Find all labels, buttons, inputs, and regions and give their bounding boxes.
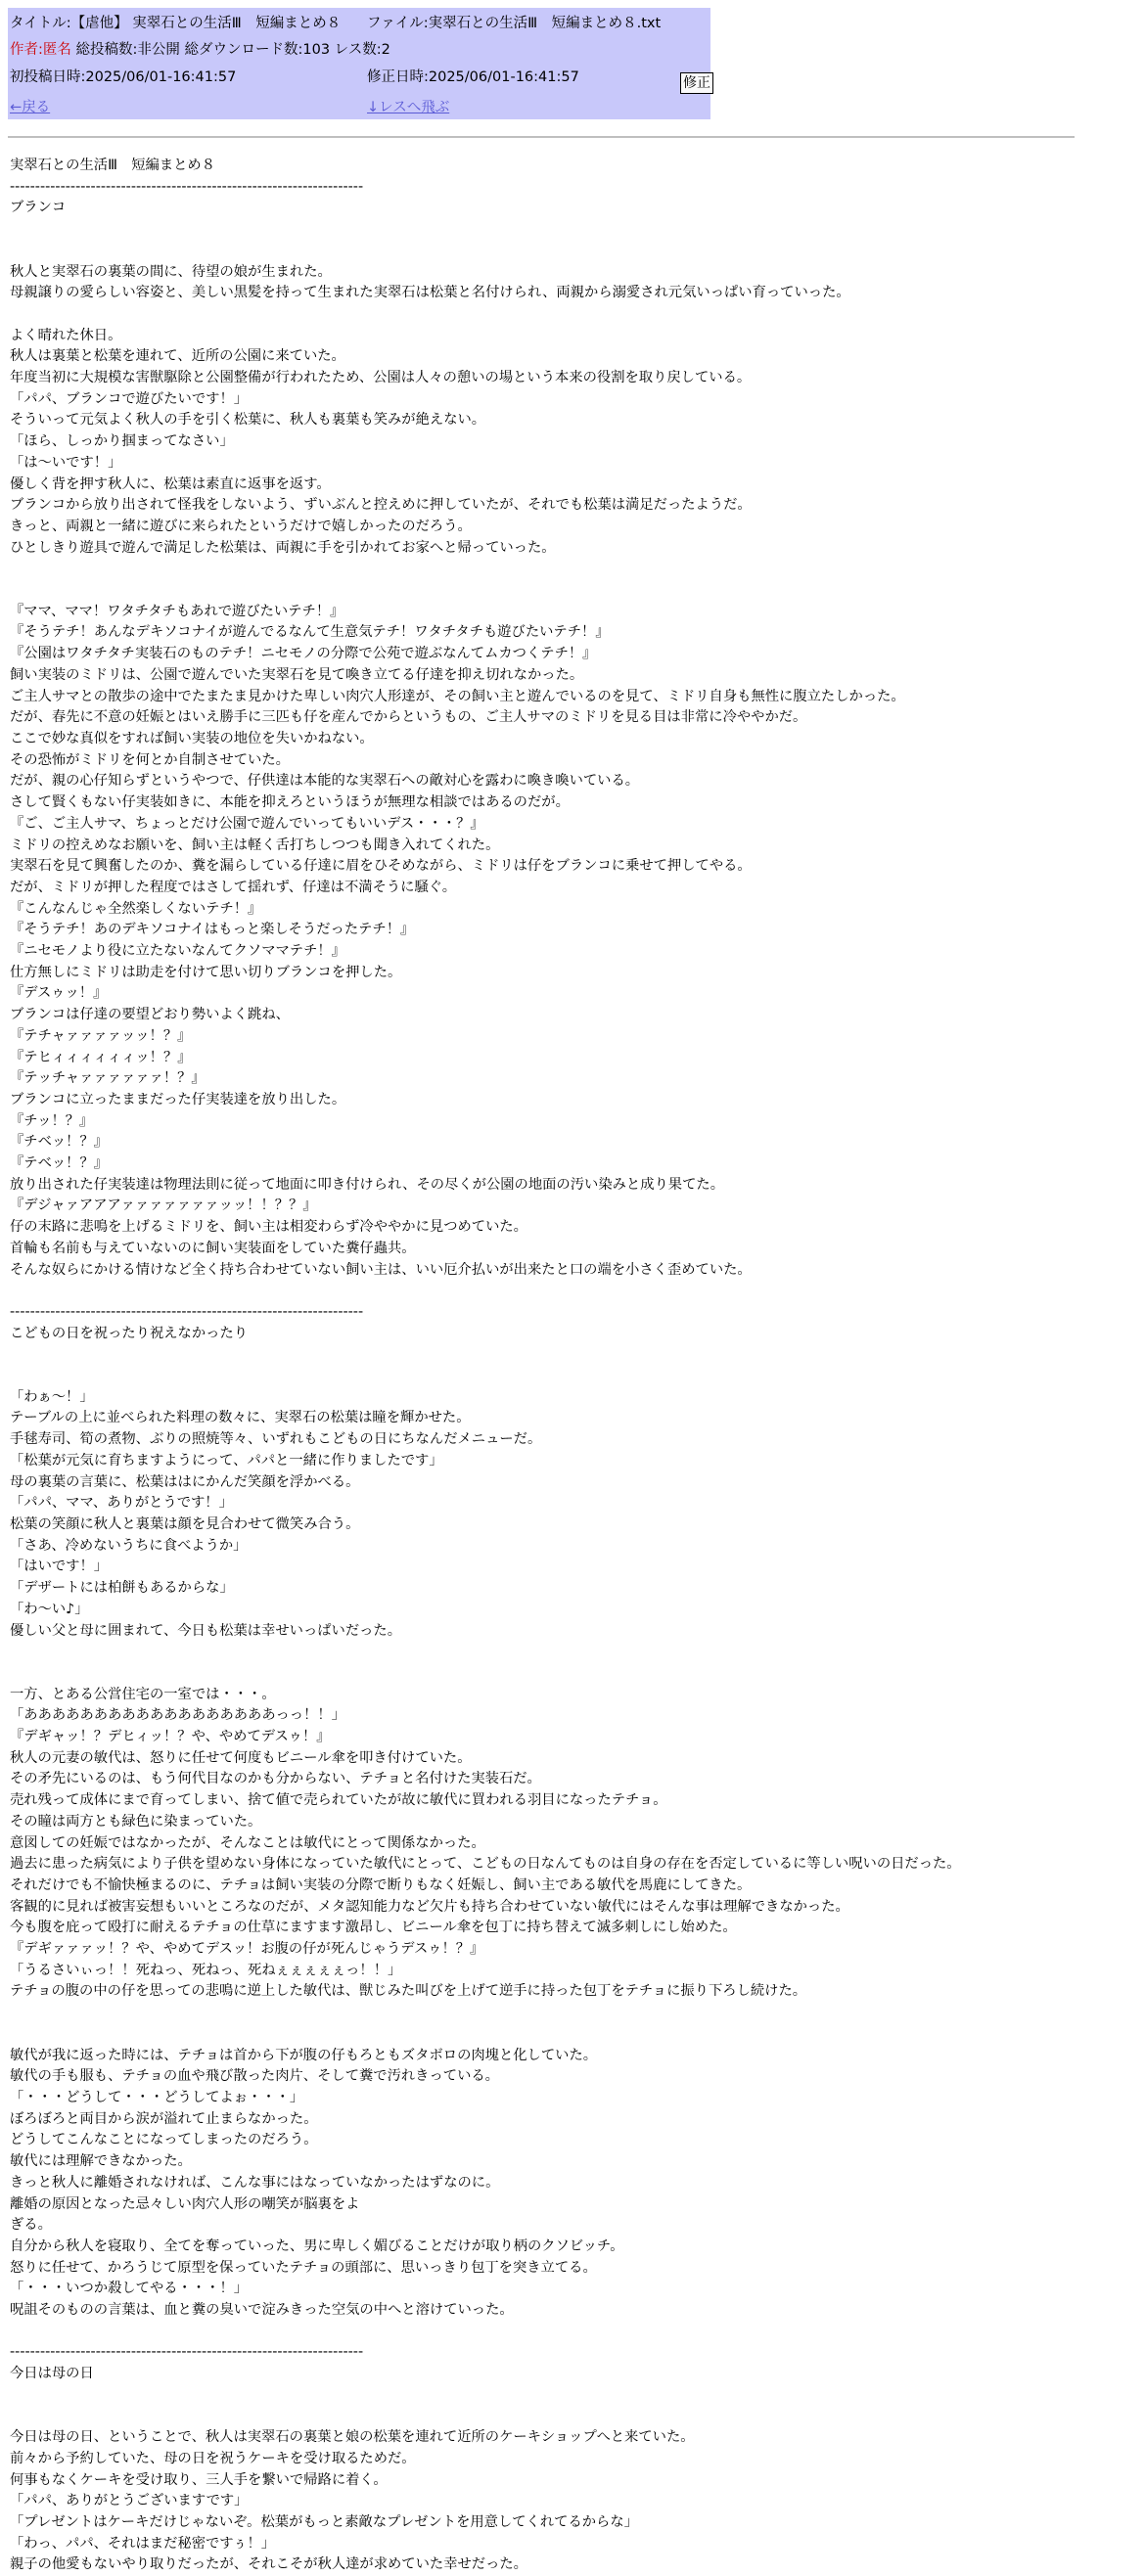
author-line: [10, 41, 390, 59]
story-text: 実翠石との生活Ⅲ 短編まとめ８ ---------------------------------------------------------------------- ブランコ 秋人と実翠石の裏葉の間に、待望の娘が生まれた。 母親譲りの愛らしい容姿と、美しい黒髪を持って生まれた実翠石は松葉と名付けられ、両親から溺愛され元気いっぱい育っていった。 よく晴れた休日。 秋人は裏葉と松葉を連れて、近所の公園に来ていた。 年度当初に大規模な害獣駆除と公園整備が行われたため、公園は人々の憩いの場という本来の役割を取り戻している。 「パパ、ブランコで遊びたいです！」 そういって元気よく秋人の手を引く松葉に、秋人も裏葉も笑みが絶えない。 「ほら、しっかり掴まってなさい」 「は～いです！」 優しく背を押す秋人に、松葉は素直に返事を返す。 ブランコから放り出されて怪我をしないよう、ずいぶんと控えめに押していたが、それでも松葉は満足だったようだ。 きっと、両親と一緒に遊びに来られたというだけで嬉しかったのだろう。 ひとしきり遊具で遊んで満足した松葉は、両親に手を引かれてお家へと帰っていった。 『ママ、ママ！ワタチタチもあれで遊びたいテチ！』 『そうテチ！あんなデキソコナイが遊んでるなんて生意気テチ！ワタチタチも遊びたいテチ！』 『公園はワタチタチ実装石のものテチ！ニセモノの分際で公苑で遊ぶなんてムカつくテチ！』 飼い実装のミドリは、公園で遊んでいた実翠石を見て喚き立てる仔達を抑え切れなかった。 ご主人サマとの散歩の途中でたまたま見かけた卑しい肉穴人形達が、その飼い主と遊んでいるのを見て、ミドリ自身も無性に腹立たしかった。 だが、春先に不意の妊娠とはいえ勝手に三匹も仔を産んでからというもの、ご主人サマのミドリを見る目は非常に冷ややかだ。 ここで妙な真似をすれば飼い実装の地位を失いかねない。 その恐怖がミドリを何とか自制させていた。 だが、親の心仔知らずというやつで、仔供達は本能的な実翠石への敵対心を露わに喚き喚いている。 さして賢くもない仔実装如きに、本能を抑えろというほうが無理な相談ではあるのだが。 『ご、ご主人サマ、ちょっとだけ公園で遊んでいってもいいデス・・・？』 ミドリの控えめなお願いを、飼い主は軽く舌打ちしつつも聞き入れてくれた。 実翠石を見て興奮したのか、糞を漏らしている仔達に眉をひそめながら、ミドリは仔をブランコに乗せて押してやる。 だが、ミドリが押した程度ではさして揺れず、仔達は不満そうに騒ぐ。 『こんなんじゃ全然楽しくないテチ！』 『そうテチ！あのデキソコナイはもっと楽しそうだったテチ！』 『ニセモノより役に立たないなんてクソママテチ！』 仕方無しにミドリは助走を付けて思い切りブランコを押した。 『デスゥッ！』 ブランコは仔達の要望どおり勢いよく跳ね、 『テチャァァァァッッ！？』 『テヒィィィィィィッ！？』 『テッチャァァァァァァ！？』 ブランコに立ったままだった仔実装達を放り出した。 『チッ！？』 『チベッ！？』 『テベッ！？』 放り出された仔実装達は物理法則に従って地面に叩き付けられ、その尽くが公園の地面の汚い染みと成り果てた。 『デジャァアアアァァァァァァァッッ！！？？』 仔の末路に悲鳴を上げるミドリを、飼い主は相変わらず冷ややかに見つめていた。 首輪も名前も与えていないのに飼い実装面をしていた糞仔蟲共。 そんな奴らにかける情けなど全く持ち合わせていない飼い主は、いい厄介払いが出来たと口の端を小さく歪めていた。 ---------------------------------------------------------------------- こどもの日を祝ったり祝えなかったり 「わぁ～！」 テーブルの上に並べられた料理の数々に、実翠石の松葉は瞳を輝かせた。 手毬寿司、筍の煮物、ぶりの照焼等々、いずれもこどもの日にちなんだメニューだ。 「松葉が元気に育ちますようにって、パパと一緒に作りましたです」 母の裏葉の言葉に、松葉ははにかんだ笑顔を浮かべる。 「パパ、ママ、ありがとうです！」 松葉の笑顔に秋人と裏葉は顔を見合わせて微笑み合う。 「さあ、冷めないうちに食べようか」 「はいです！」 「デザートには柏餅もあるからな」 「わ～い♪」 優しい父と母に囲まれて、今日も松葉は幸せいっぱいだった。 一方、とある公営住宅の一室では・・・。 「ああああああああああああああああああっっ！！」 『デギャッ！？デヒィッ！？や、やめてデスゥ！』 秋人の元妻の敏代は、怒りに任せて何度もビニール傘を叩き付けていた。 その矛先にいるのは、もう何代目なのかも分からない、テチョと名付けた実装石だ。 売れ残って成体にまで育ってしまい、捨て値で売られていたが故に敏代に買われる羽目になったテチョ。 その瞳は両方とも緑色に染まっていた。 意図しての妊娠ではなかったが、そんなことは敏代にとって関係なかった。 過去に患った病気により子供を望めない身体になっていた敏代にとって、こどもの日なんてものは自身の存在を否定しているに等しい呪いの日だった。 それだけでも不愉快極まるのに、テチョは飼い実装の分際で断りもなく妊娠し、飼い主である敏代を馬鹿にしてきた。 客観的に見れば被害妄想もいいところなのだが、メタ認知能力など欠片も持ち合わせていない敏代にはそんな事は理解できなかった。 今も腹を庇って殴打に耐えるテチョの仕草にますます激昂し、ビニール傘を包丁に持ち替えて滅多刺しにし始めた。 『デギァァァッ！？や、やめてデスッ！お腹の仔が死んじゃうデスゥ！？』 「うるさいぃっ！！死ねっ、死ねっ、死ねぇぇぇぇぇっ！！」 テチョの腹の中の仔を思っての悲鳴に逆上した敏代は、獣じみた叫びを上げて逆手に持った包丁をテチョに振り下ろし続けた。 敏代が我に返った時には、テチョは首から下が腹の仔もろともズタボロの肉塊と化していた。 敏代の手も服も、テチョの血や飛び散った肉片、そして糞で汚れきっている。 「・・・どうして・・・どうしてよぉ・・・」 ぼろぼろと両目から涙が溢れて止まらなかった。 どうしてこんなことになってしまったのだろう。 敏代には理解できなかった。 きっと秋人に離婚されなければ、こんな事にはなっていなかったはずなのに。 離婚の原因となった忌々しい肉穴人形の嘲笑が脳裏をよ ぎる。 自分から秋人を寝取り、全てを奪っていった、男に卑しく媚びることだけが取り柄のクソビッチ。 怒りに任せて、かろうじて原型を保っていたテチョの頭部に、思いっきり包丁を突き立てる。 「・・・いつか殺してやる・・・！」 呪詛そのものの言葉は、血と糞の臭いで淀みきった空気の中へと溶けていった。 ---------------------------------------------------------------------- 今日は母の日 今日は母の日、ということで、秋人は実翠石の裏葉と娘の松葉を連れて近所のケーキショップへと来ていた。 前々から予約していた、母の日を祝うケーキを受け取るためだ。 何事もなくケーキを受け取り、三人手を繋いで帰路に着く。 「パパ、ありがとうございますです」 「プレゼントはケーキだけじゃないぞ。松葉がもっと素敵なプレゼントを用意してくれてるからな」 「わっ、パパ、それはまだ秘密ですぅ！」 親子の他愛もないやり取りだったが、それこそが秋人達が求めていた幸せだった。: [10, 158, 961, 2573]
post-stats: 総投稿数:非公開 総ダウンロード数:103 レス数:2: [75, 42, 390, 58]
first-post-date: 初投稿日時:2025/06/01-16:41:57: [10, 69, 237, 85]
post-header: [8, 8, 710, 119]
back-link[interactable]: ←戻る: [10, 100, 51, 115]
author-name: 匿名: [42, 42, 71, 58]
file-label: ファイル:: [367, 16, 429, 31]
file-name: 実翠石との生活Ⅲ 短編まとめ８.txt: [428, 16, 662, 31]
header-divider: [8, 136, 1075, 138]
author-label: 作者:: [10, 42, 43, 58]
jump-to-res-link[interactable]: ↓レスへ飛ぶ: [367, 100, 450, 115]
title-label: タイトル:: [10, 16, 71, 31]
modified-date: 修正日時:2025/06/01-16:41:57: [367, 69, 579, 85]
edit-button[interactable]: 修正: [680, 72, 713, 94]
title-line: [10, 15, 341, 32]
post-title: 【虐他】 実翠石との生活Ⅲ 短編まとめ８: [70, 16, 342, 31]
file-line: [367, 15, 661, 32]
